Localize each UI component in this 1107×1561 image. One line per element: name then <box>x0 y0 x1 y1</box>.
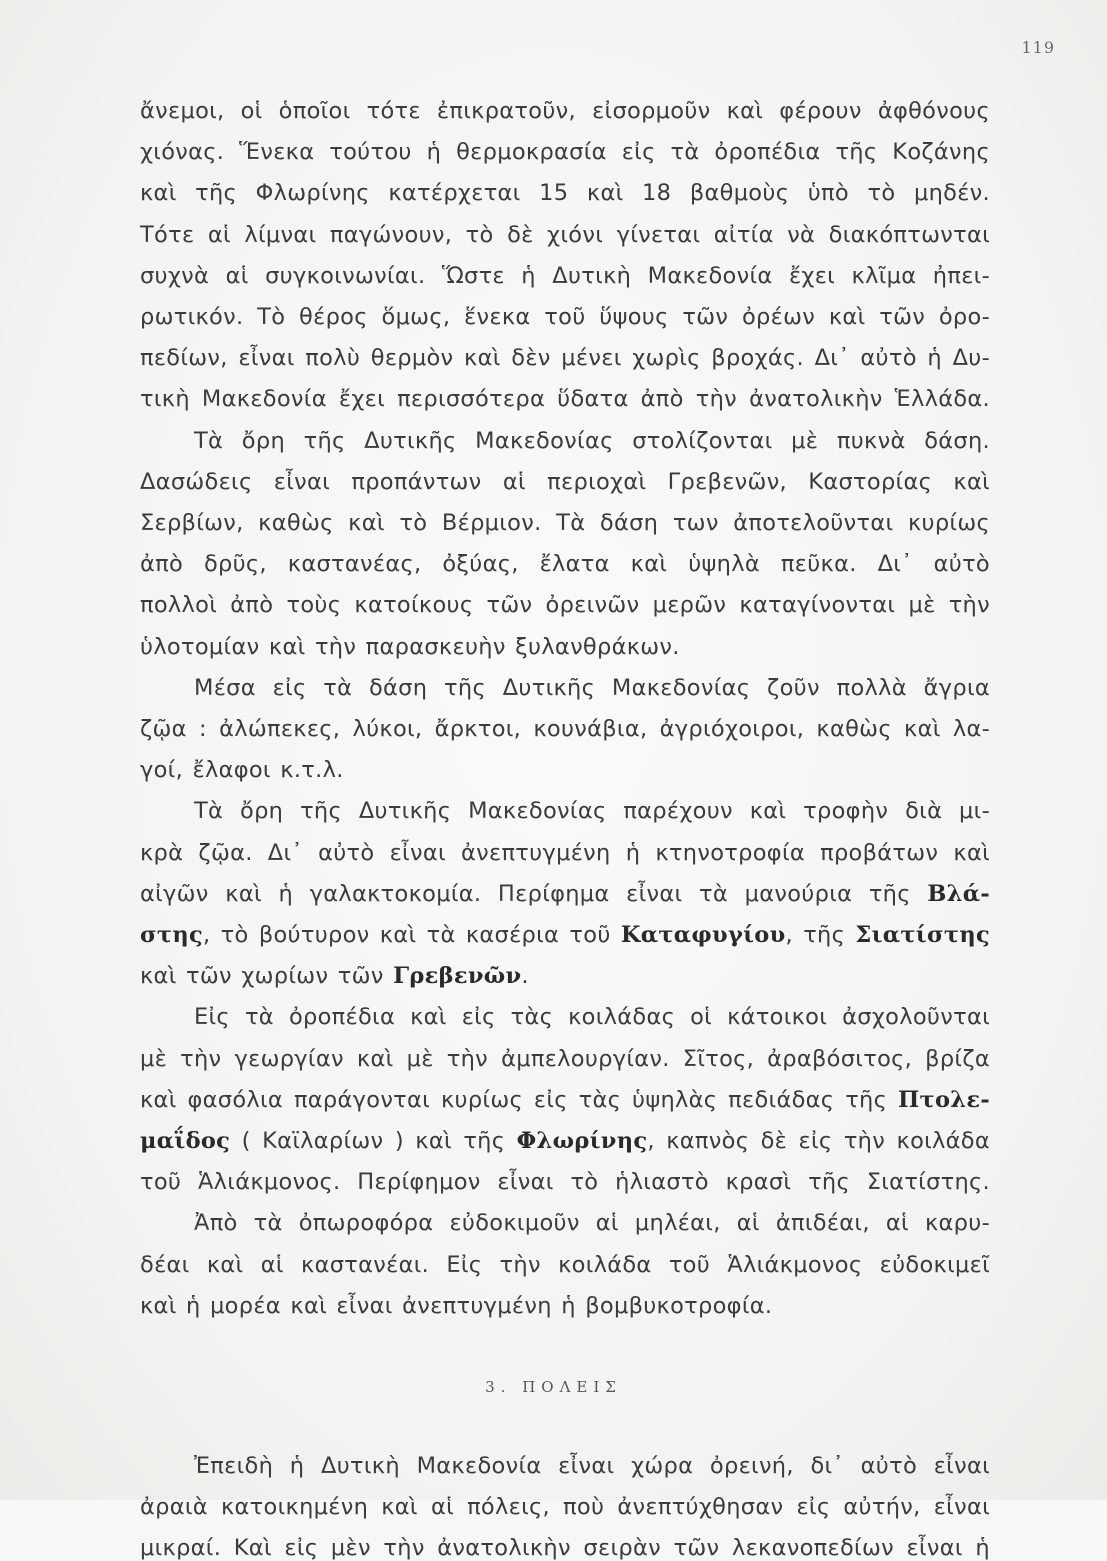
text-line: Ἐπειδὴ ἡ Δυτικὴ Μακεδονία εἶναι χώρα ὀρεινή, δι᾽ αὐτὸ εἶναι <box>194 1453 990 1479</box>
text-line: Τότε αἱ λίμναι παγώνουν, τὸ δὲ χιόνι γίνεται αἰτία νὰ διακόπτωνται <box>140 221 990 248</box>
text-line: Ἀπὸ τὰ ὀπωροφόρα εὐδοκιμοῦν αἱ μηλέαι, αἱ ἀπιδέαι, αἱ καρυ- <box>194 1210 990 1237</box>
text-line: ἀραιὰ κατοικημένη καὶ αἱ πόλεις, ποὺ ἀνεπτύχθησαν εἰς αὐτήν, εἶναι <box>140 1494 990 1520</box>
text-line: ρωτικόν. Τὸ θέρος ὅμως, ἕνεκα τοῦ ὕψους τῶν ὀρέων καὶ τῶν ὀρο- <box>140 304 990 330</box>
text-line <box>140 880 990 907</box>
section-heading: 3. ΠΟΛΕΙΣ <box>485 1378 622 1396</box>
text-line: συχνὰ αἱ συγκοινωνίαι. Ὥστε ἡ Δυτικὴ Μακεδονία ἔχει κλῖμα ἠπει- <box>140 262 990 289</box>
text-line: κρὰ ζῷα. Δι᾽ αὐτὸ εἶναι ἀνεπτυγμένη ἡ κτηνοτροφία προβάτων καὶ <box>140 839 990 866</box>
text-line: χιόνας. Ἕνεκα τούτου ἡ θερμοκρασία εἰς τὰ ὀροπέδια τῆς Κοζάνης <box>140 139 990 166</box>
bold-place-name: Σιατίστης <box>855 922 990 948</box>
text-line: ἀπὸ δρῦς, καστανέας, ὀξύας, ἔλατα καὶ ὑψηλὰ πεῦκα. Δι᾽ αὐτὸ <box>140 551 990 578</box>
text-line-part: αἰγῶν καὶ ἡ γαλακτοκομία. Περίφημα εἶναι τὰ μανούρια τῆς <box>140 880 928 907</box>
text-line: τικὴ Μακεδονία ἔχει περισσότερα ὕδατα ἀπὸ τὴν ἀνατολικὴν Ἑλλάδα. <box>140 386 990 413</box>
bold-place-name: μαΐδος <box>140 1128 231 1154</box>
text-line: μὲ τὴν γεωργίαν καὶ μὲ τὴν ἀμπελουργίαν. Σῖτος, ἀραβόσιτος, βρίζα <box>140 1045 990 1072</box>
text-line: πεδίων, εἶναι πολὺ θερμὸν καὶ δὲν μένει χωρὶς βροχάς. Δι᾽ αὐτὸ ἡ Δυ- <box>140 345 990 372</box>
text-line: Μέσα εἰς τὰ δάση τῆς Δυτικῆς Μακεδονίας ζοῦν πολλὰ ἄγρια <box>194 674 990 701</box>
text-line: ὑλοτομίαν καὶ τὴν παρασκευὴν ξυλανθράκων. <box>140 633 680 660</box>
text-line: καὶ φασόλια παράγονται κυρίως εἰς τὰς ὑψηλὰς πεδιάδας τῆς Πτολε- <box>140 1086 990 1113</box>
text-line: καὶ τῶν χωρίων τῶν Γρεβενῶν. <box>140 963 529 990</box>
text-line: γοί, ἔλαφοι κ.τ.λ. <box>140 757 344 784</box>
text-line: ἄνεμοι, οἱ ὁποῖοι τότε ἐπικρατοῦν, εἰσορμοῦν καὶ φέρουν ἀφθόνους <box>140 98 990 124</box>
text-line: Δασώδεις εἶναι προπάντων αἱ περιοχαὶ Γρεβενῶν, Καστορίας καὶ <box>140 468 990 495</box>
text-line: Τὰ ὄρη τῆς Δυτικῆς Μακεδονίας στολίζονται μὲ πυκνὰ δάση. <box>194 427 990 454</box>
bold-place-name: Καταφυγίου <box>620 922 786 948</box>
text-line: καὶ τῆς Φλωρίνης κατέρχεται 15 καὶ 18 βαθμοὺς ὑπὸ τὸ μηδέν. <box>140 180 990 207</box>
text-line: Εἰς τὰ ὀροπέδια καὶ εἰς τὰς κοιλάδας οἱ κάτοικοι ἀσχολοῦνται <box>194 1004 990 1031</box>
text-line: μικραί. Καὶ εἰς μὲν τὴν ἀνατολικὴν σειρὰν τῶν λεκανοπεδίων εἶναι ἡ <box>140 1535 990 1561</box>
page-number: 119 <box>1021 38 1055 57</box>
bold-place-name: Γρεβενῶν <box>393 963 522 990</box>
text-line: καὶ ἡ μορέα καὶ εἶναι ἀνεπτυγμένη ἡ βομβυκοτροφία. <box>140 1292 773 1319</box>
text-line: στης, τὸ βούτυρον καὶ τὰ κασέρια τοῦ Καταφυγίου, τῆς Σιατίστης <box>140 922 990 948</box>
bold-place-name: Πτολε- <box>898 1086 990 1113</box>
bold-place-name: Φλωρίνης <box>516 1128 648 1154</box>
text-line: ζῷα : ἀλώπεκες, λύκοι, ἄρκτοι, κουνάβια, ἀγριόχοιροι, καθὼς καὶ λα- <box>140 716 990 742</box>
text-line: μαΐδος ( Καϊλαρίων ) καὶ τῆς Φλωρίνης, καπνὸς δὲ εἰς τὴν κοιλάδα <box>140 1128 990 1154</box>
text-line: δέαι καὶ αἱ καστανέαι. Εἰς τὴν κοιλάδα τοῦ Ἁλιάκμονος εὐδοκιμεῖ <box>140 1251 990 1278</box>
text-line: πολλοὶ ἀπὸ τοὺς κατοίκους τῶν ὀρεινῶν μερῶν καταγίνονται μὲ τὴν <box>140 592 990 619</box>
bold-place-name: Βλά- <box>927 880 990 907</box>
text-line: τοῦ Ἁλιάκμονος. Περίφημον εἶναι τὸ ἡλιαστὸ κρασὶ τῆς Σιατίστης. <box>140 1169 990 1196</box>
text-line: Τὰ ὄρη τῆς Δυτικῆς Μακεδονίας παρέχουν καὶ τροφὴν διὰ μι- <box>194 798 990 825</box>
text-line: Σερβίων, καθὼς καὶ τὸ Βέρμιον. Τὰ δάση των ἀποτελοῦνται κυρίως <box>140 510 990 536</box>
bold-place-name: στης <box>140 922 203 948</box>
